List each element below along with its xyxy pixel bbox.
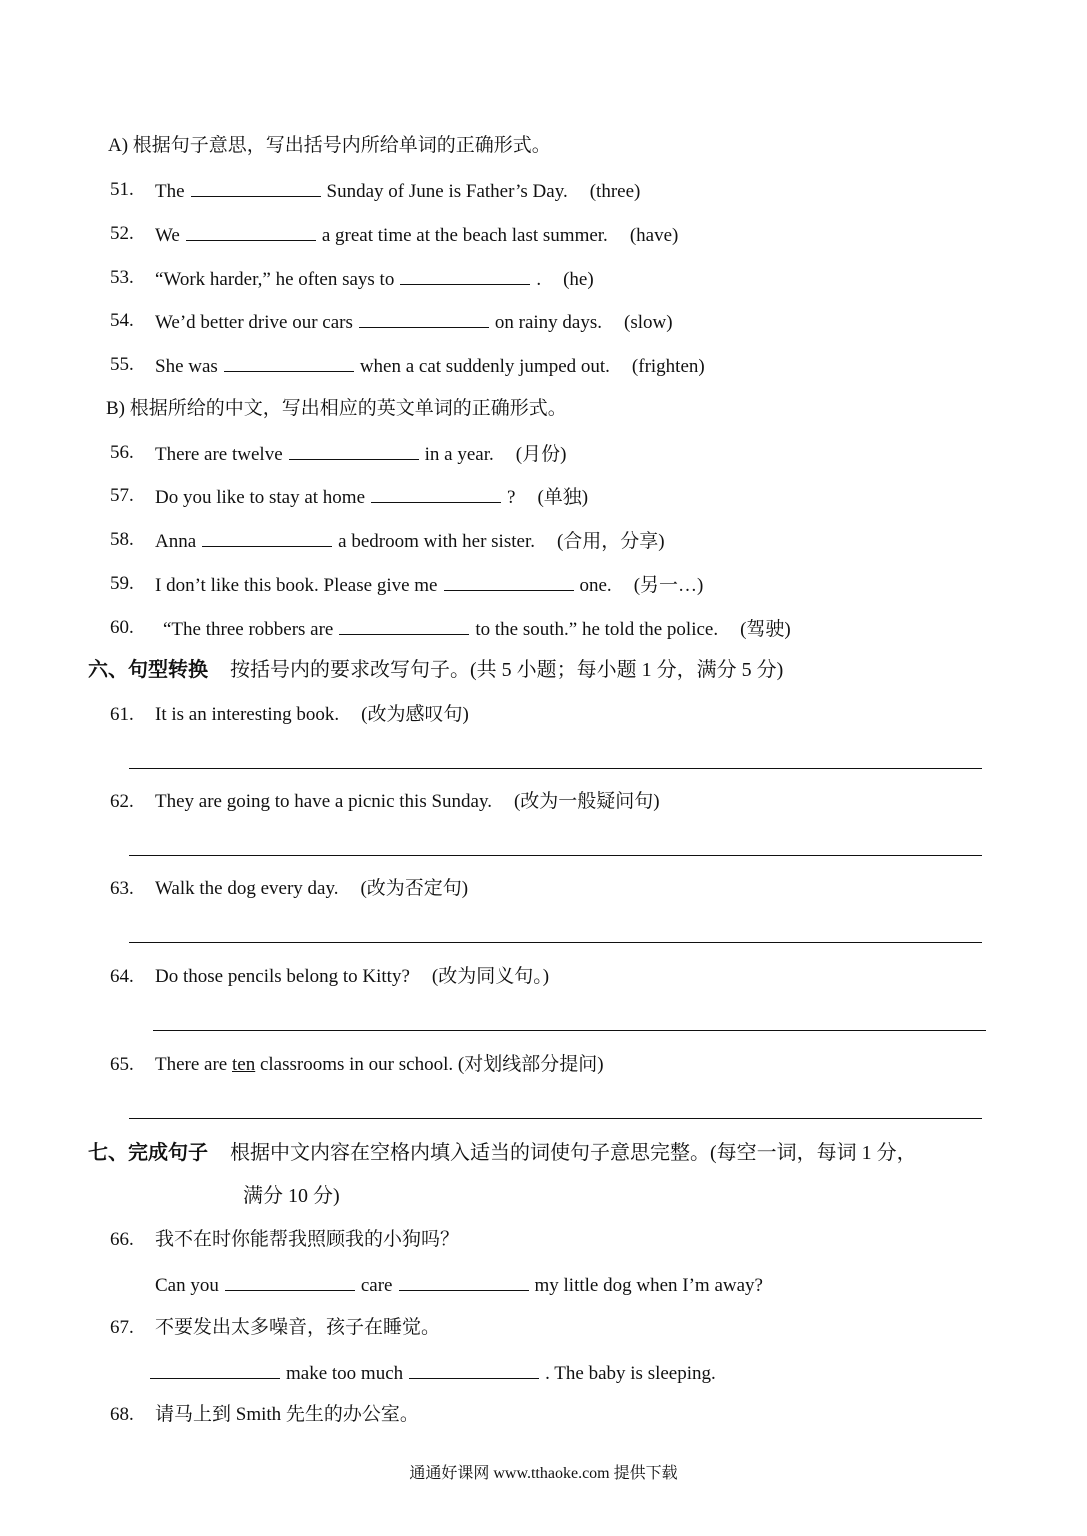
item-55-number: 55. [110,354,134,375]
item-54-number: 54. [110,310,134,331]
item-58-number: 58. [110,529,134,550]
item-60-post: to the south.” he told the police. [475,619,719,640]
item-54 [155,309,673,335]
answer-line-63[interactable] [129,942,982,943]
item-58-pre: Anna [155,531,197,552]
item-51-post: Sunday of June is Father’s Day. [326,181,568,202]
item-56-number: 56. [110,442,134,463]
item-68-chinese: 请马上到 Smith 先生的办公室。 [155,1404,419,1425]
part-a-heading: A) 根据句子意思，写出括号内所给单词的正确形式。 [108,135,551,156]
item-53-pre: “Work harder,” he often says to [155,269,395,290]
section-6-title: 六、句型转换 [88,659,208,681]
item-57-hint: (单独) [537,487,589,508]
item-67-blank-1[interactable] [150,1360,280,1379]
answer-line-64[interactable] [153,1030,986,1031]
item-51-blank[interactable] [191,178,321,197]
item-60 [163,616,791,642]
item-53-hint: (he) [563,269,594,290]
item-57-number: 57. [110,485,134,506]
item-63-hint: (改为否定句) [360,878,469,899]
part-b-heading: B) 根据所给的中文，写出相应的英文单词的正确形式。 [106,398,567,419]
answer-line-62[interactable] [129,855,982,856]
item-52-blank[interactable] [186,222,316,241]
item-62 [155,790,660,814]
item-58-post: a bedroom with her sister. [338,531,535,552]
item-51-number: 51. [110,179,134,200]
item-55-blank[interactable] [224,353,354,372]
item-64-hint: (改为同义句。) [431,966,550,987]
item-55-pre: She was [155,356,218,377]
item-66-number: 66. [110,1229,134,1250]
item-66-blank-2[interactable] [399,1272,529,1291]
item-54-post: on rainy days. [494,312,603,333]
item-63-number: 63. [110,878,134,899]
section-7-instruction: 根据中文内容在空格内填入适当的词使句子意思完整。(每空一词，每词 1 分， [230,1142,917,1164]
item-57-post: ? [507,487,516,508]
item-52-hint: (have) [629,225,679,246]
item-67-chinese: 不要发出太多噪音，孩子在睡觉。 [155,1317,441,1338]
item-61-hint: (改为感叹句) [361,704,469,725]
item-51-hint: (three) [589,181,641,202]
item-51 [155,178,640,204]
item-55-post: when a cat suddenly jumped out. [359,356,610,377]
item-64-text: Do those pencils belong to Kitty? [155,966,410,987]
item-59-post: one. [579,575,612,596]
item-55-hint: (frighten) [631,356,705,377]
section-6-instruction: 按括号内的要求改写句子。(共 5 小题；每小题 1 分，满分 5 分) [230,659,784,681]
item-51-pre: The [155,181,185,202]
item-63-text: Walk the dog every day. [155,878,339,899]
item-61-text: It is an interesting book. [155,704,340,725]
item-58-hint: (合用，分享) [556,531,665,552]
item-54-pre: We’d better drive our cars [155,312,353,333]
item-57-blank[interactable] [371,484,501,503]
item-67-part1: make too much [286,1363,404,1384]
item-52-post: a great time at the beach last summer. [321,225,608,246]
item-59 [155,572,703,598]
item-56-post: in a year. [424,444,494,465]
item-52-number: 52. [110,223,134,244]
item-61 [155,703,469,727]
item-65-post: classrooms in our school. [259,1054,454,1075]
item-67-blank-2[interactable] [409,1360,539,1379]
item-66-english [155,1272,763,1298]
answer-line-65[interactable] [129,1118,982,1119]
item-52 [155,222,678,248]
item-63 [155,877,468,901]
item-60-hint: (驾驶) [740,619,791,640]
item-62-text: They are going to have a picnic this Sunday. [155,791,492,812]
item-60-number: 60. [110,617,134,638]
page-footer: 通通好课网 www.tthaoke.com 提供下载 [409,1465,678,1482]
section-7-title: 七、完成句子 [88,1142,208,1164]
item-66-part3: my little dog when I’m away? [534,1275,763,1296]
item-56 [155,441,566,467]
item-59-number: 59. [110,573,134,594]
item-56-blank[interactable] [289,441,419,460]
item-68-number: 68. [110,1404,134,1425]
item-65-hint: (对划线部分提问) [457,1054,604,1075]
item-53-post: . [536,269,542,290]
item-67-part2: . The baby is sleeping. [545,1363,716,1384]
item-65-pre: There are [155,1054,228,1075]
item-60-blank[interactable] [339,616,469,635]
item-53 [155,266,594,292]
item-56-hint: (月份) [515,444,567,465]
item-65-underlined: ten [232,1054,256,1075]
answer-line-61[interactable] [129,768,982,769]
item-54-blank[interactable] [359,309,489,328]
item-53-blank[interactable] [400,266,530,285]
item-56-pre: There are twelve [155,444,283,465]
item-53-number: 53. [110,267,134,288]
item-57-pre: Do you like to stay at home [155,487,366,508]
item-66-part1: Can you [155,1275,219,1296]
item-55 [155,353,705,379]
item-58 [155,528,665,554]
item-59-pre: I don’t like this book. Please give me [155,575,438,596]
item-65 [155,1053,604,1077]
item-60-pre: “The three robbers are [163,619,334,640]
item-65-number: 65. [110,1054,134,1075]
item-66-blank-1[interactable] [225,1272,355,1291]
item-66-part2: care [360,1275,393,1296]
section-6-header [88,657,783,683]
item-67-english [144,1360,716,1386]
section-7-instruction-cont: 满分 10 分) [243,1185,340,1207]
section-7-header [88,1140,917,1166]
item-59-blank[interactable] [444,572,574,591]
item-64 [155,965,549,989]
item-52-pre: We [155,225,180,246]
item-66-chinese: 我不在时你能帮我照顾我的小狗吗？ [155,1229,460,1250]
item-64-number: 64. [110,966,134,987]
item-62-hint: (改为一般疑问句) [513,791,660,812]
item-57 [155,484,588,510]
item-62-number: 62. [110,791,134,812]
item-54-hint: (slow) [624,312,673,333]
item-61-number: 61. [110,704,134,725]
item-58-blank[interactable] [202,528,332,547]
item-67-number: 67. [110,1317,134,1338]
item-59-hint: (另一…) [633,575,704,596]
